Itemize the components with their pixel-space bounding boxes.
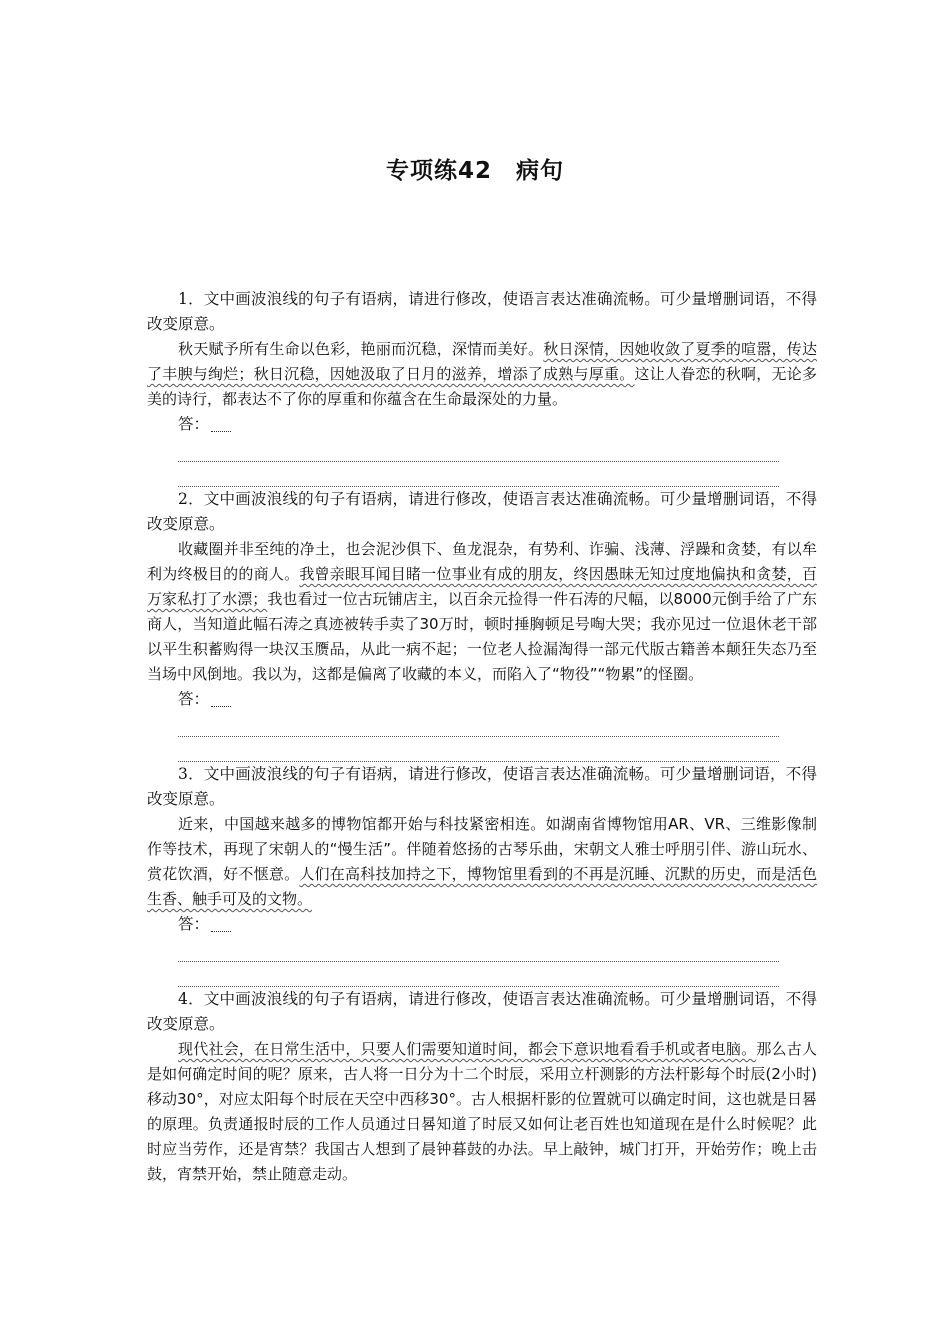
question-4 [147, 987, 817, 1187]
passage [147, 1037, 817, 1187]
question-2 [147, 487, 817, 762]
answer-label: 答： [178, 912, 817, 937]
answer-line[interactable] [178, 712, 779, 737]
answer-line[interactable] [178, 462, 779, 487]
answer-line[interactable] [178, 737, 779, 762]
answer-blank[interactable] [211, 431, 231, 432]
passage [147, 537, 817, 687]
question-1 [147, 287, 817, 487]
page-title: 专项练42 病句 [385, 158, 564, 184]
question-prompt: 4．文中画波浪线的句子有语病，请进行修改，使语言表达准确流畅。可少量增删词语，不得改变原意。 [147, 990, 817, 1033]
wavy-underlined-sentence: 我曾亲眼耳闻目睹一位事业有成的朋友，终因愚昧无知过度地偏执和贪婪，百万家私打了水漂； [147, 565, 817, 608]
answer-line[interactable] [178, 437, 779, 462]
passage-text: 收藏圈并非至纯的净土，也会泥沙俱下、鱼龙混杂，有势利、诈骗、浅薄、浮躁和贪婪，有以牟利为终极目的的商人。 [147, 540, 817, 583]
answer-blank[interactable] [211, 706, 231, 707]
answer-label: 答： [178, 687, 817, 712]
question-prompt: 1．文中画波浪线的句子有语病，请进行修改，使语言表达准确流畅。可少量增删词语，不得改变原意。 [147, 290, 817, 333]
question-prompt: 3．文中画波浪线的句子有语病，请进行修改，使语言表达准确流畅。可少量增删词语，不得改变原意。 [147, 765, 817, 808]
passage-text: 这让人眷恋的秋啊，无论多美的诗行，都表达不了你的厚重和你蕴含在生命最深处的力量。 [147, 365, 817, 408]
question-3 [147, 762, 817, 987]
passage-text: 秋天赋予所有生命以色彩，艳丽而沉稳，深情而美好。 [178, 340, 544, 358]
exercise-content [147, 287, 817, 1187]
wavy-underlined-sentence: 秋日深情，因她收敛了夏季的喧嚣，传达了丰腴与绚烂；秋日沉稳，因她汲取了日月的滋养，增添了成熟与厚重。 [147, 340, 817, 383]
answer-line[interactable] [178, 962, 779, 987]
wavy-underlined-sentence: 人们在高科技加持之下，博物馆里看到的不再是沉睡、沉默的历史，而是活色生香、触手可及的文物。 [147, 865, 817, 908]
passage [147, 812, 817, 912]
answer-line[interactable] [178, 937, 779, 962]
passage [147, 337, 817, 412]
passage-text: 我也看过一位古玩铺店主，以百余元捡得一件石涛的尺幅，以8000元倒手给了广东商人，当知道此幅石涛之真迹被转手卖了30万时，顿时捶胸顿足号啕大哭；我亦见过一位退休老干部以平生积蓄购得一块汉玉赝品，从此一病不起；一位老人捡漏淘得一部元代版古籍善本颠狂失态乃至当场中风倒地。我以为，这都是偏离了收藏的本义，而陷入了“物役”“物累”的怪圈。 [147, 590, 817, 683]
answer-label: 答： [178, 412, 817, 437]
passage-text: 近来，中国越来越多的博物馆都开始与科技紧密相连。如湖南省博物馆用AR、VR、三维影像制作等技术，再现了宋朝人的“慢生活”。伴随着悠扬的古琴乐曲，宋朝文人雅士呼朋引伴、游山玩水、赏花饮酒，好不惬意。 [147, 815, 817, 883]
wavy-underlined-sentence: 现代社会，在日常生活中，只要人们需要知道时间，都会下意识地看看手机或者电脑。 [178, 1040, 757, 1058]
question-prompt: 2．文中画波浪线的句子有语病，请进行修改，使语言表达准确流畅。可少量增删词语，不得改变原意。 [147, 490, 817, 533]
passage-text: 那么古人是如何确定时间的呢？原来，古人将一日分为十二个时辰，采用立杆测影的方法杆影每个时辰(2小时)移动30°，对应太阳每个时辰在天空中西移30°。古人根据杆影的位置就可以确定时间，这也就是日晷的原理。负责通报时辰的工作人员通过日晷知道了时辰又如何让老百姓也知道现在是什么时候呢？此时应当劳作，还是宵禁？我国古人想到了晨钟暮鼓的办法。早上敲钟，城门打开，开始劳作；晚上击鼓，宵禁开始，禁止随意走动。 [147, 1040, 817, 1183]
answer-blank[interactable] [211, 931, 231, 932]
